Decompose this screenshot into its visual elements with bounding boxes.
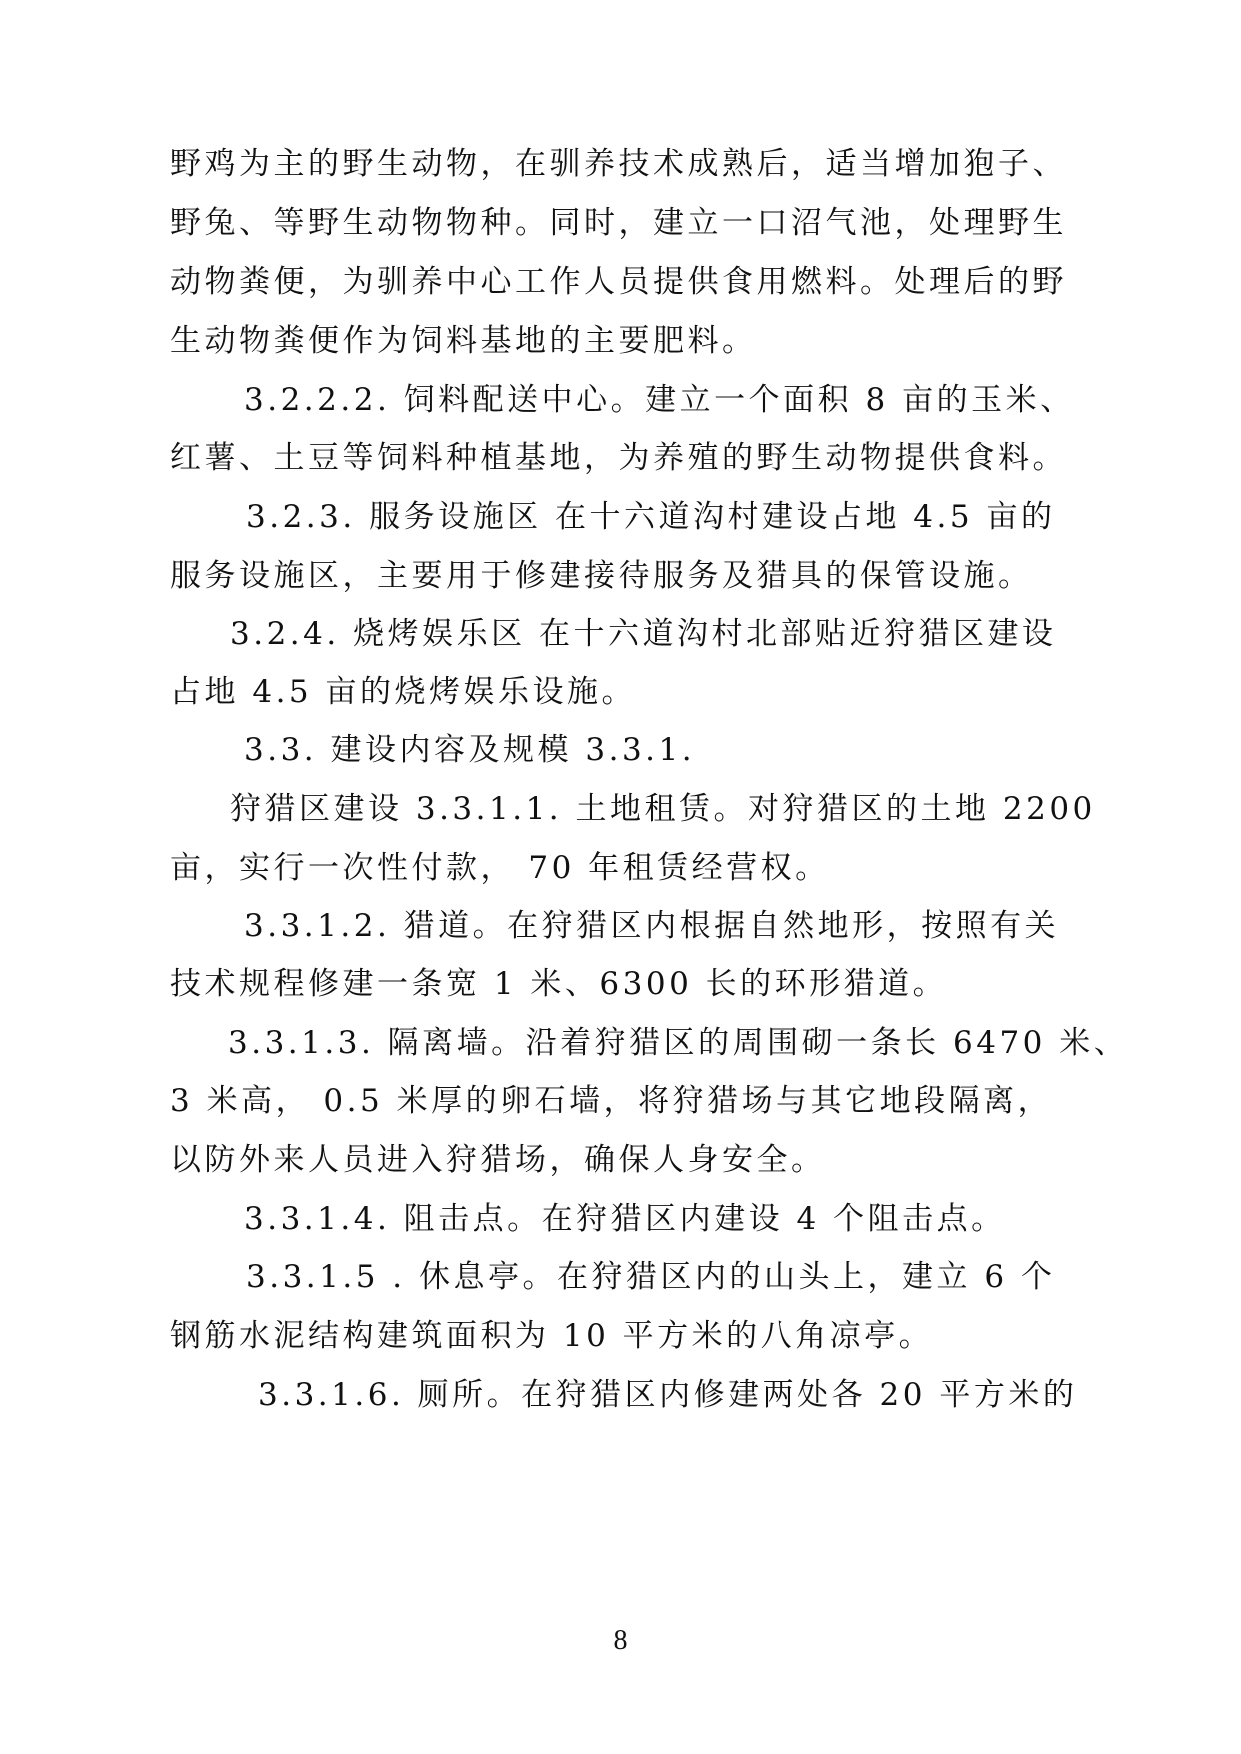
text-line: 野兔、等野生动物物种。同时，建立一口沼气池，处理野生: [170, 205, 1067, 241]
text-line: 生动物粪便作为饲料基地的主要肥料。: [170, 323, 757, 359]
text-line: 红薯、土豆等饲料种植基地，为养殖的野生动物提供食料。: [170, 440, 1067, 476]
text-line: 3.3.1.4. 阻击点。在狩猎区内建设 4 个阻击点。: [244, 1201, 1006, 1237]
text-line: 狩猎区建设 3.3.1.1. 土地租赁。对狩猎区的土地 2200: [230, 791, 1096, 827]
text-line: 以防外来人员进入狩猎场，确保人身安全。: [170, 1142, 826, 1178]
page-number: 8: [613, 1625, 628, 1656]
text-line: 3.3. 建设内容及规模 3.3.1.: [244, 732, 696, 768]
text-line: 3.2.4. 烧烤娱乐区 在十六道沟村北部贴近狩猎区建设: [230, 616, 1057, 652]
text-line: 3 米高， 0.5 米厚的卵石墙，将狩猎场与其它地段隔离，: [170, 1083, 1053, 1119]
text-line: 亩，实行一次性付款， 70 年租赁经营权。: [170, 850, 830, 886]
text-line: 占地 4.5 亩的烧烤娱乐设施。: [170, 674, 637, 710]
text-line: 钢筋水泥结构建筑面积为 10 平方米的八角凉亭。: [170, 1318, 934, 1354]
text-line: 3.2.2.2. 饲料配送中心。建立一个面积 8 亩的玉米、: [244, 382, 1075, 418]
text-line: 3.3.1.3. 隔离墙。沿着狩猎区的周围砌一条长 6470 米、: [228, 1025, 1129, 1061]
text-line: 野鸡为主的野生动物，在驯养技术成熟后，适当增加狍子、: [170, 146, 1067, 182]
text-line: 服务设施区，主要用于修建接待服务及猎具的保管设施。: [170, 558, 1033, 594]
text-line: 3.3.1.5 . 休息亭。在狩猎区内的山头上，建立 6 个: [246, 1259, 1056, 1295]
text-line: 3.3.1.2. 猎道。在狩猎区内根据自然地形，按照有关: [244, 908, 1060, 944]
text-line: 技术规程修建一条宽 1 米、6300 长的环形猎道。: [170, 966, 948, 1002]
text-line: 3.3.1.6. 厕所。在狩猎区内修建两处各 20 平方米的: [258, 1377, 1078, 1413]
text-line: 3.2.3. 服务设施区 在十六道沟村建设占地 4.5 亩的: [246, 499, 1056, 535]
text-line: 动物粪便，为驯养中心工作人员提供食用燃料。处理后的野: [170, 264, 1067, 300]
